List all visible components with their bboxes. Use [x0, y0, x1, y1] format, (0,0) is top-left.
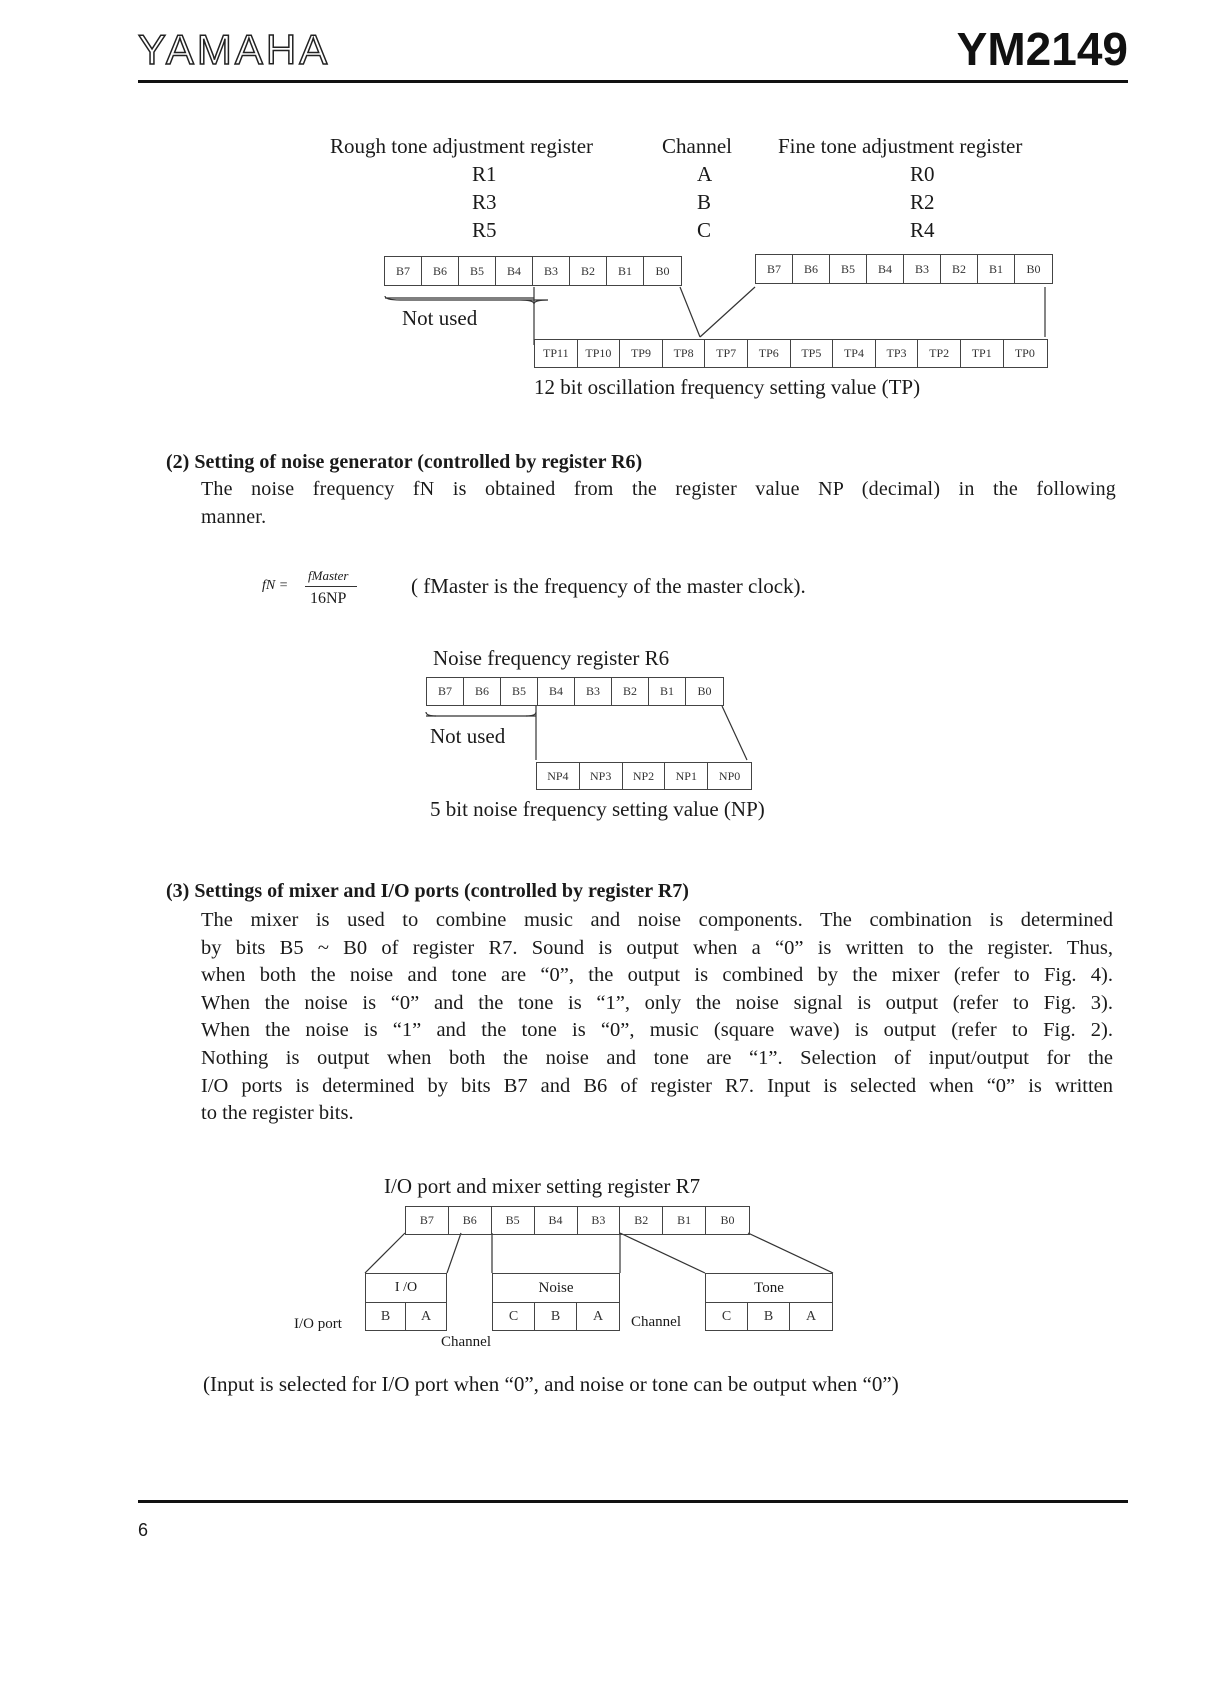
page-number: 6: [138, 1520, 149, 1540]
bit-cell: B0: [697, 684, 712, 698]
noise-cell: C: [493, 1303, 535, 1331]
tp-cell: TP11: [535, 340, 578, 367]
paragraph-line: The mixer is used to combine music and noise components. The combination is determined: [201, 909, 1113, 931]
bit-cell: B2: [570, 257, 607, 285]
channel-name: C: [697, 218, 712, 242]
bit-cell: B6: [793, 255, 830, 283]
bit-cell: B7: [406, 1207, 449, 1234]
tp-cell: TP4: [833, 340, 876, 367]
channel-label: Channel: [631, 1314, 681, 1330]
rough-register-bits: [384, 256, 682, 286]
noise-group: [492, 1273, 620, 1331]
tp-caption: 12 bit oscillation frequency setting value (TP): [534, 375, 921, 399]
tone-group-label: Tone: [706, 1274, 832, 1303]
formula-lhs: fN =: [262, 578, 289, 593]
paragraph-line: by bits B5 ~ B0 of register R7. Sound is output when a “0” is written to the register. Thus,: [201, 936, 1113, 959]
tp-cell: TP3: [876, 340, 919, 367]
tp-cell: TP0: [1014, 346, 1035, 360]
rough-register: R1: [472, 162, 497, 186]
io-group: [365, 1273, 447, 1331]
paragraph-line: I/O ports is determined by bits B7 and B6 of register R7. Input is selected when “0” is written: [201, 1074, 1113, 1097]
bit-cell: B3: [578, 1207, 621, 1234]
np-caption: 5 bit noise frequency setting value (NP): [430, 797, 765, 821]
fine-register: R0: [910, 162, 935, 186]
io-cell: B: [366, 1303, 406, 1331]
io-port-label: I/O port: [294, 1316, 342, 1332]
not-used-label: Not used: [402, 306, 478, 330]
np-cell: NP3: [580, 763, 623, 789]
bit-cell: B2: [612, 678, 649, 705]
paragraph-line: When the noise is “1” and the tone is “0”, music (square wave) is output (refer to Fig. 2).: [201, 1019, 1113, 1042]
noise-paragraph-line: The noise frequency fN is obtained from the register value NP (decimal) in the following: [201, 478, 1116, 500]
tp-cell: TP1: [961, 340, 1004, 367]
formula-numerator: fMaster: [308, 568, 349, 583]
np-cell: NP2: [623, 763, 666, 789]
fine-register: R2: [910, 190, 935, 214]
tp-cell: TP9: [620, 340, 663, 367]
bit-cell: B5: [459, 257, 496, 285]
bit-cell: B4: [538, 678, 575, 705]
bit-cell: B5: [492, 1207, 535, 1234]
bit-cell: B4: [535, 1207, 578, 1234]
bit-cell: B0: [1026, 261, 1041, 276]
bit-cell: B5: [830, 255, 867, 283]
tp-bits: [534, 339, 1048, 368]
noise-cell: A: [592, 1309, 604, 1324]
bit-cell: B1: [649, 678, 686, 705]
bit-cell: B7: [385, 257, 422, 285]
tp-cell: TP7: [705, 340, 748, 367]
bit-cell: B1: [607, 257, 644, 285]
model-number: YM2149: [956, 23, 1128, 75]
yamaha-logo: YAMAHA: [138, 26, 331, 73]
paragraph-line: when both the noise and tone are “0”, the output is combined by the mixer (refer to Fig. 4).: [201, 964, 1113, 987]
channel-name: A: [697, 162, 713, 186]
channel-name: B: [697, 190, 712, 214]
formula-note: ( fMaster is the frequency of the master clock).: [411, 574, 806, 598]
np-cell: NP4: [537, 763, 580, 789]
mixer-paragraph: [201, 907, 1113, 1128]
fine-register: R4: [910, 218, 935, 242]
noise-heading: (2) Setting of noise generator (controlled by register R6): [166, 451, 643, 473]
np-cell: NP1: [665, 763, 708, 789]
mixer-heading: (3) Settings of mixer and I/O ports (controlled by register R7): [166, 880, 689, 902]
bit-cell: B7: [756, 255, 793, 283]
tone-cell: C: [706, 1303, 748, 1331]
bit-cell: B2: [620, 1207, 663, 1234]
bit-cell: B4: [496, 257, 533, 285]
tp-cell: TP6: [748, 340, 791, 367]
mixer-register-bits: [405, 1206, 750, 1235]
tone-cell: B: [748, 1303, 790, 1331]
noise-paragraph-line: manner.: [201, 506, 267, 528]
bit-cell: B3: [904, 255, 941, 283]
channel-label: Channel: [441, 1334, 491, 1350]
bit-cell: B0: [720, 1213, 735, 1227]
bit-cell: B6: [464, 678, 501, 705]
bit-cell: B2: [941, 255, 978, 283]
noise-register-title: Noise frequency register R6: [433, 646, 670, 670]
tp-cell: TP8: [663, 340, 706, 367]
np-bits: [536, 762, 752, 790]
bit-cell: B4: [867, 255, 904, 283]
formula-denominator: 16NP: [310, 590, 347, 607]
paragraph-line: When the noise is “0” and the tone is “1”, only the noise signal is output (refer to Fig. 3).: [201, 991, 1113, 1014]
bit-cell: B6: [449, 1207, 492, 1234]
noise-cell: B: [535, 1303, 577, 1331]
not-used-label: Not used: [430, 724, 506, 748]
bit-cell: B1: [978, 255, 1015, 283]
bit-cell: B3: [575, 678, 612, 705]
tone-cell: A: [805, 1309, 817, 1324]
fine-tone-column-title: Fine tone adjustment register: [778, 134, 1023, 158]
tp-cell: TP5: [791, 340, 834, 367]
fine-register-bits: [755, 254, 1053, 284]
bit-cell: B1: [663, 1207, 706, 1234]
mixer-register-title: I/O port and mixer setting register R7: [384, 1174, 701, 1198]
rough-register: R3: [472, 190, 497, 214]
tp-cell: TP2: [918, 340, 961, 367]
footer-rule: [138, 1500, 1128, 1503]
io-cell: A: [420, 1309, 432, 1324]
noise-register-bits: [426, 677, 724, 706]
formula-fraction-bar: [305, 586, 357, 587]
rough-register: R5: [472, 218, 497, 242]
channel-column-title: Channel: [662, 134, 732, 158]
bit-cell: B0: [655, 263, 670, 278]
bit-cell: B7: [427, 678, 464, 705]
bit-cell: B3: [533, 257, 570, 285]
rough-tone-column-title: Rough tone adjustment register: [330, 134, 594, 158]
bit-cell: B6: [422, 257, 459, 285]
np-cell: NP0: [718, 768, 741, 783]
paragraph-line: to the register bits.: [201, 1102, 354, 1125]
io-group-label: I /O: [366, 1274, 446, 1303]
bit-cell: B5: [501, 678, 538, 705]
tone-group: [705, 1273, 833, 1331]
noise-group-label: Noise: [493, 1274, 619, 1303]
tp-cell: TP10: [578, 340, 621, 367]
mixer-footnote: (Input is selected for I/O port when “0”, and noise or tone can be output when “0”): [203, 1372, 899, 1396]
paragraph-line: Nothing is output when both the noise and tone are “1”. Selection of input/output for the: [201, 1046, 1113, 1069]
